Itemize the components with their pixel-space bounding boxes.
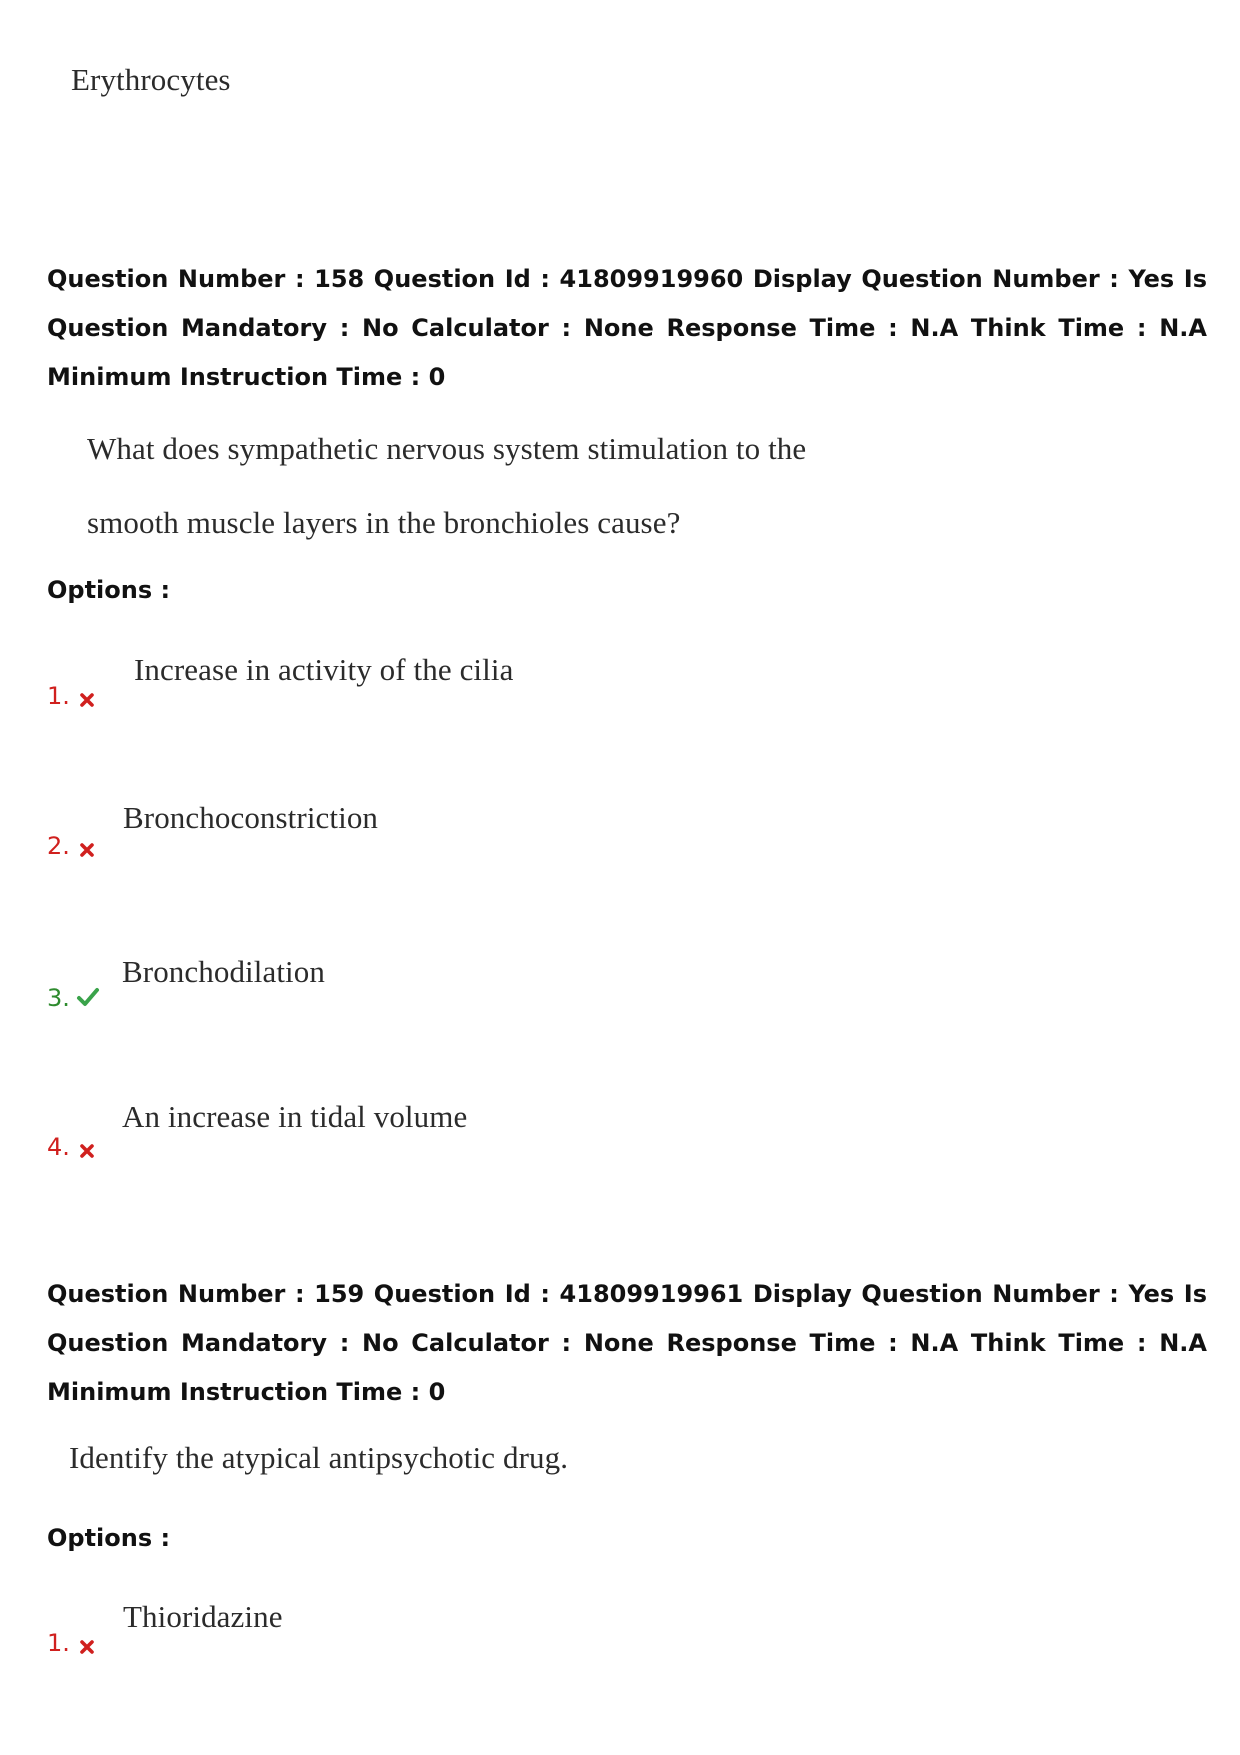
option-text: Increase in activity of the cilia: [134, 652, 514, 687]
option-text: Thioridazine: [123, 1599, 283, 1634]
option-number: 1.: [47, 1629, 70, 1657]
cross-icon: [79, 1143, 95, 1159]
option-number: 3.: [47, 984, 70, 1012]
option-text: Bronchodilation: [122, 954, 325, 989]
question-meta-159: Question Number : 159 Question Id : 41809919961 Display Question Number : Yes Is Question Mandatory : No Calculator : None Response Time : N.A Think Time : N.A Minimum Instruction Time : 0: [47, 1280, 1207, 1406]
option-1: [47, 1595, 1147, 1695]
cross-icon: [79, 842, 95, 858]
option-3: [47, 944, 1147, 1044]
options-heading: Options :: [47, 1524, 171, 1552]
option-4: [47, 1093, 1147, 1193]
option-text: Bronchoconstriction: [123, 800, 379, 835]
option-1: [47, 640, 1147, 740]
question-meta-158: Question Number : 158 Question Id : 41809919960 Display Question Number : Yes Is Question Mandatory : No Calculator : None Response Time : N.A Think Time : N.A Minimum Instruction Time : 0: [47, 265, 1207, 391]
option-number: 1.: [47, 682, 70, 710]
cross-icon: [79, 692, 95, 708]
cross-icon: [79, 1639, 95, 1655]
option-number: 4.: [47, 1133, 70, 1161]
option-number: 2.: [47, 832, 70, 860]
check-icon: [76, 986, 100, 1008]
previous-option-text: Erythrocytes: [71, 62, 231, 97]
options-heading: Options :: [47, 576, 171, 604]
question-text-line-1: Identify the atypical antipsychotic drug.: [69, 1440, 569, 1475]
option-text: An increase in tidal volume: [122, 1099, 468, 1134]
question-text-line-1: What does sympathetic nervous system stimulation to the: [87, 431, 807, 466]
question-text-line-2: smooth muscle layers in the bronchioles cause?: [87, 505, 681, 540]
option-2: [47, 790, 1147, 890]
